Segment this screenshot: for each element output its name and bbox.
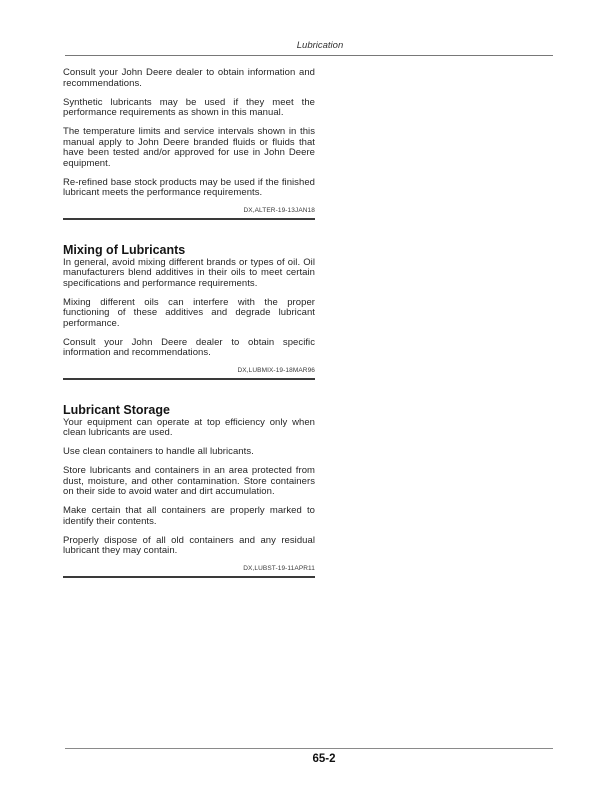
section-divider-rule <box>63 378 315 380</box>
paragraph: The temperature limits and service intervals shown in this manual apply to John Deere branded fluids or fluids that have been tested and/or approved for use in John Deere equipment. <box>63 126 315 169</box>
paragraph: Use clean containers to handle all lubricants. <box>63 446 254 457</box>
paragraph: In general, avoid mixing different brands or types of oil. Oil manufacturers blend additives in their oils to meet certain specifications and performance requirements. <box>63 256 315 289</box>
revision-code: DX,ALTER-19-13JAN18 <box>243 207 315 214</box>
section-divider-rule <box>63 218 315 220</box>
paragraph: Your equipment can operate at top efficiency only when clean lubricants are used. <box>63 416 315 438</box>
section-alternative-lubricants <box>63 68 315 220</box>
section-lubricant-storage <box>63 404 315 578</box>
running-footer-rule <box>65 748 553 749</box>
section-heading: Lubricant Storage <box>63 402 170 417</box>
running-header-rule <box>65 55 553 56</box>
running-header-title: Lubrication <box>296 40 344 51</box>
paragraph: Mixing different oils can interfere with the proper functioning of these additives and degrade lubricant performance. <box>63 296 315 329</box>
paragraph: Consult your John Deere dealer to obtain specific information and recommendations. <box>63 336 315 358</box>
text-column <box>63 68 315 578</box>
paragraph: Synthetic lubricants may be used if they meet the performance requirements as shown in this manual. <box>63 96 315 118</box>
paragraph: Re-refined base stock products may be used if the finished lubricant meets the performance requirements. <box>63 176 315 198</box>
paragraph: Consult your John Deere dealer to obtain information and recommendations. <box>63 67 315 89</box>
paragraph: Store lubricants and containers in an area protected from dust, moisture, and other contamination. Store containers on their side to avoid water and dirt accumulation. <box>63 465 315 497</box>
page-number: 65-2 <box>312 753 336 765</box>
revision-code: DX,LUBST-19-11APR11 <box>243 565 315 572</box>
section-divider-rule <box>63 576 315 578</box>
paragraph: Make certain that all containers are properly marked to identify their contents. <box>63 505 315 527</box>
section-mixing-of-lubricants <box>63 244 315 380</box>
revision-code: DX,LUBMIX-19-18MAR96 <box>237 367 315 374</box>
section-heading: Mixing of Lubricants <box>63 242 186 257</box>
paragraph: Properly dispose of all old containers and any residual lubricant they may contain. <box>63 534 315 556</box>
